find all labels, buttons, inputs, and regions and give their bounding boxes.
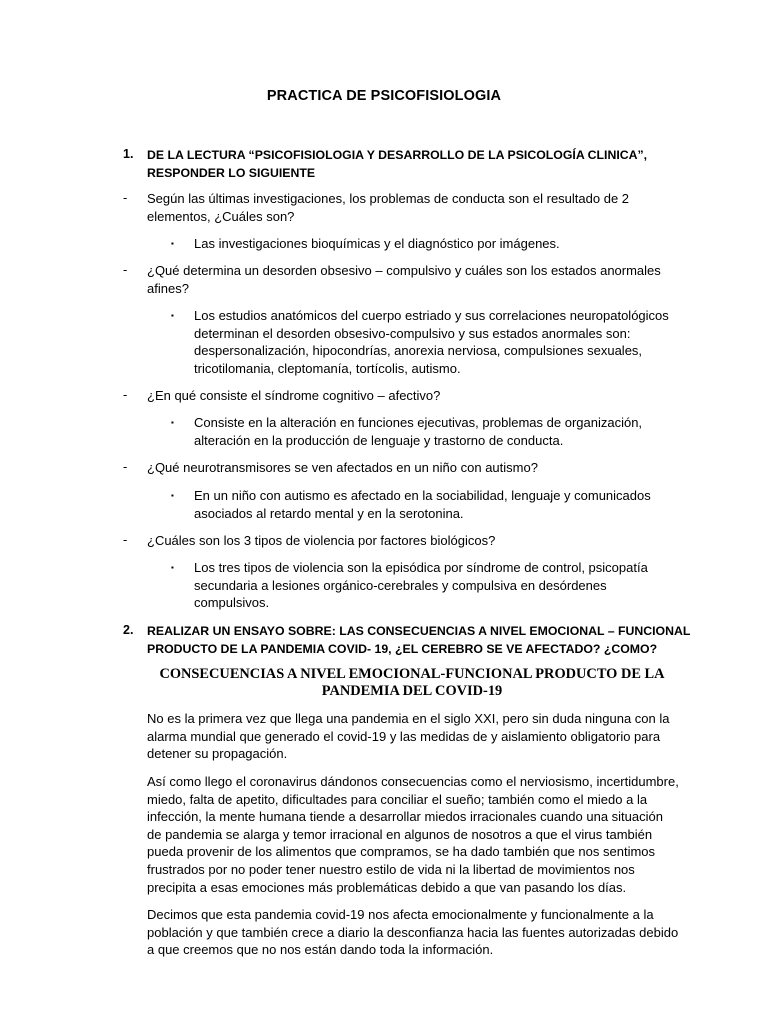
- section-2-heading-line: REALIZAR UN ENSAYO SOBRE: LAS CONSECUENCIAS A NIVEL EMOCIONAL – FUNCIONAL: [147, 624, 691, 638]
- question-2: [147, 262, 661, 298]
- question-4: [147, 459, 538, 477]
- paragraph-line: miedo, falta de apetito, dificultades para conciliar el sueño; también como el miedo a la: [147, 791, 648, 807]
- page-title: PRACTICA DE PSICOFISIOLOGIA: [266, 88, 502, 104]
- square-bullet-icon: ▪: [171, 491, 174, 500]
- section-2-heading-line: PRODUCTO DE LA PANDEMIA COVID- 19, ¿EL CEREBRO SE VE AFECTADO? ¿COMO?: [147, 642, 658, 656]
- section-2-heading: [147, 622, 690, 658]
- answer-line: Consiste en la alteración en funciones ejecutivas, problemas de organización,: [194, 415, 643, 430]
- essay-title-line: CONSECUENCIAS A NIVEL EMOCIONAL-FUNCIONAL PRODUCTO DE LA: [159, 666, 665, 682]
- answer-line: Los tres tipos de violencia son la episódica por síndrome de control, psicopatía: [194, 560, 648, 575]
- dash-marker: -: [123, 459, 128, 474]
- question-3: [147, 387, 440, 405]
- answer-line: secundaria a lesiones orgánico-cerebrales y compulsiva en desórdenes: [194, 577, 607, 593]
- question-1: [147, 190, 629, 226]
- square-bullet-icon: ▪: [171, 418, 174, 427]
- paragraph-line: de pandemia se alarga y temor irracional en algunos de nosotros a que el virus también: [147, 826, 653, 842]
- essay-paragraph: [147, 710, 670, 763]
- section-1-heading: [147, 146, 647, 182]
- dash-marker: -: [123, 532, 128, 547]
- answer-2: [194, 307, 669, 377]
- question-line: Según las últimas investigaciones, los problemas de conducta son el resultado de 2: [147, 191, 630, 206]
- answer-line: Los estudios anatómicos del cuerpo estriado y sus correlaciones neuropatológicos: [194, 308, 669, 323]
- paragraph-line: a que creemos que no nos están dando toda la información.: [147, 942, 494, 958]
- answer-line: asociados al retardo mental y en la serotonina.: [194, 505, 464, 521]
- paragraph-line: detener su propagación.: [147, 746, 288, 762]
- paragraph-line: No es la primera vez que llega una pandemia en el siglo XXI, pero sin duda ninguna con la: [147, 711, 670, 726]
- square-bullet-icon: ▪: [171, 563, 174, 572]
- answer-4: [194, 487, 651, 522]
- paragraph-line: Así como llego el coronavirus dándonos consecuencias como el nerviosismo, incertidumbre,: [147, 774, 679, 789]
- question-line: ¿Qué determina un desorden obsesivo – compulsivo y cuáles son los estados anormales: [147, 263, 661, 278]
- essay-paragraph: [147, 906, 678, 959]
- essay-paragraph: [147, 773, 679, 896]
- paragraph-line: frustrados por no poder tener nuestro estilo de vida ni la libertad de movimientos nos: [147, 861, 635, 877]
- paragraph-line: población y que también crece a diario la desconfianza hacia las fuentes autorizadas debido: [147, 924, 679, 940]
- answer-line: alteración en la producción de lenguaje y trastorno de conducta.: [194, 432, 564, 448]
- square-bullet-icon: ▪: [171, 239, 174, 248]
- paragraph-line: infección, la mente humana tiende a desarrollar miedos irracionales cuando una situación: [147, 809, 663, 825]
- answer-line: tricotilomania, cleptomanía, tortícolis, autismo.: [194, 360, 461, 376]
- answer-line: En un niño con autismo es afectado en la sociabilidad, lenguaje y comunicados: [194, 488, 651, 503]
- answer-line: determinan el desorden obsesivo-compulsivo y sus estados anormales son:: [194, 325, 631, 341]
- answer-1: [194, 235, 560, 253]
- square-bullet-icon: ▪: [171, 311, 174, 320]
- essay-title: [140, 666, 684, 700]
- answer-line: compulsivos.: [194, 595, 270, 611]
- section-2-number: 2.: [123, 623, 134, 637]
- paragraph-line: alarma mundial que generado el covid-19 y las medidas de y aislamiento obligatorio para: [147, 728, 661, 744]
- section-1-heading-line: RESPONDER LO SIGUIENTE: [147, 166, 316, 180]
- dash-marker: -: [123, 387, 128, 402]
- answer-5: [194, 559, 648, 612]
- answer-line: despersonalización, hipocondrías, anorexia nerviosa, compulsiones sexuales,: [194, 343, 643, 359]
- section-1-number: 1.: [123, 147, 134, 161]
- question-line: elementos, ¿Cuáles son?: [147, 209, 295, 224]
- question-line: ¿Cuáles son los 3 tipos de violencia por factores biológicos?: [147, 533, 496, 548]
- question-5: [147, 532, 495, 550]
- dash-marker: -: [123, 262, 128, 277]
- essay-title-line: PANDEMIA DEL COVID-19: [321, 683, 503, 699]
- question-line: ¿Qué neurotransmisores se ven afectados en un niño con autismo?: [147, 460, 538, 475]
- paragraph-line: pueda provenir de los alimentos que compramos, se ha dado también que nos sentimos: [147, 844, 656, 860]
- answer-3: [194, 414, 642, 449]
- paragraph-line: Decimos que esta pandemia covid-19 nos afecta emocionalmente y funcionalmente a la: [147, 907, 654, 922]
- dash-marker: -: [123, 190, 128, 205]
- paragraph-line: precipita a esas emociones más problemáticas debido a que van pasando los días.: [147, 879, 627, 895]
- question-line: ¿En qué consiste el síndrome cognitivo – afectivo?: [147, 388, 441, 403]
- answer-line: Las investigaciones bioquímicas y el diagnóstico por imágenes.: [194, 236, 560, 251]
- question-line: afines?: [147, 281, 189, 296]
- section-1-heading-line: DE LA LECTURA “PSICOFISIOLOGIA Y DESARROLLO DE LA PSICOLOGÍA CLINICA”,: [147, 148, 648, 162]
